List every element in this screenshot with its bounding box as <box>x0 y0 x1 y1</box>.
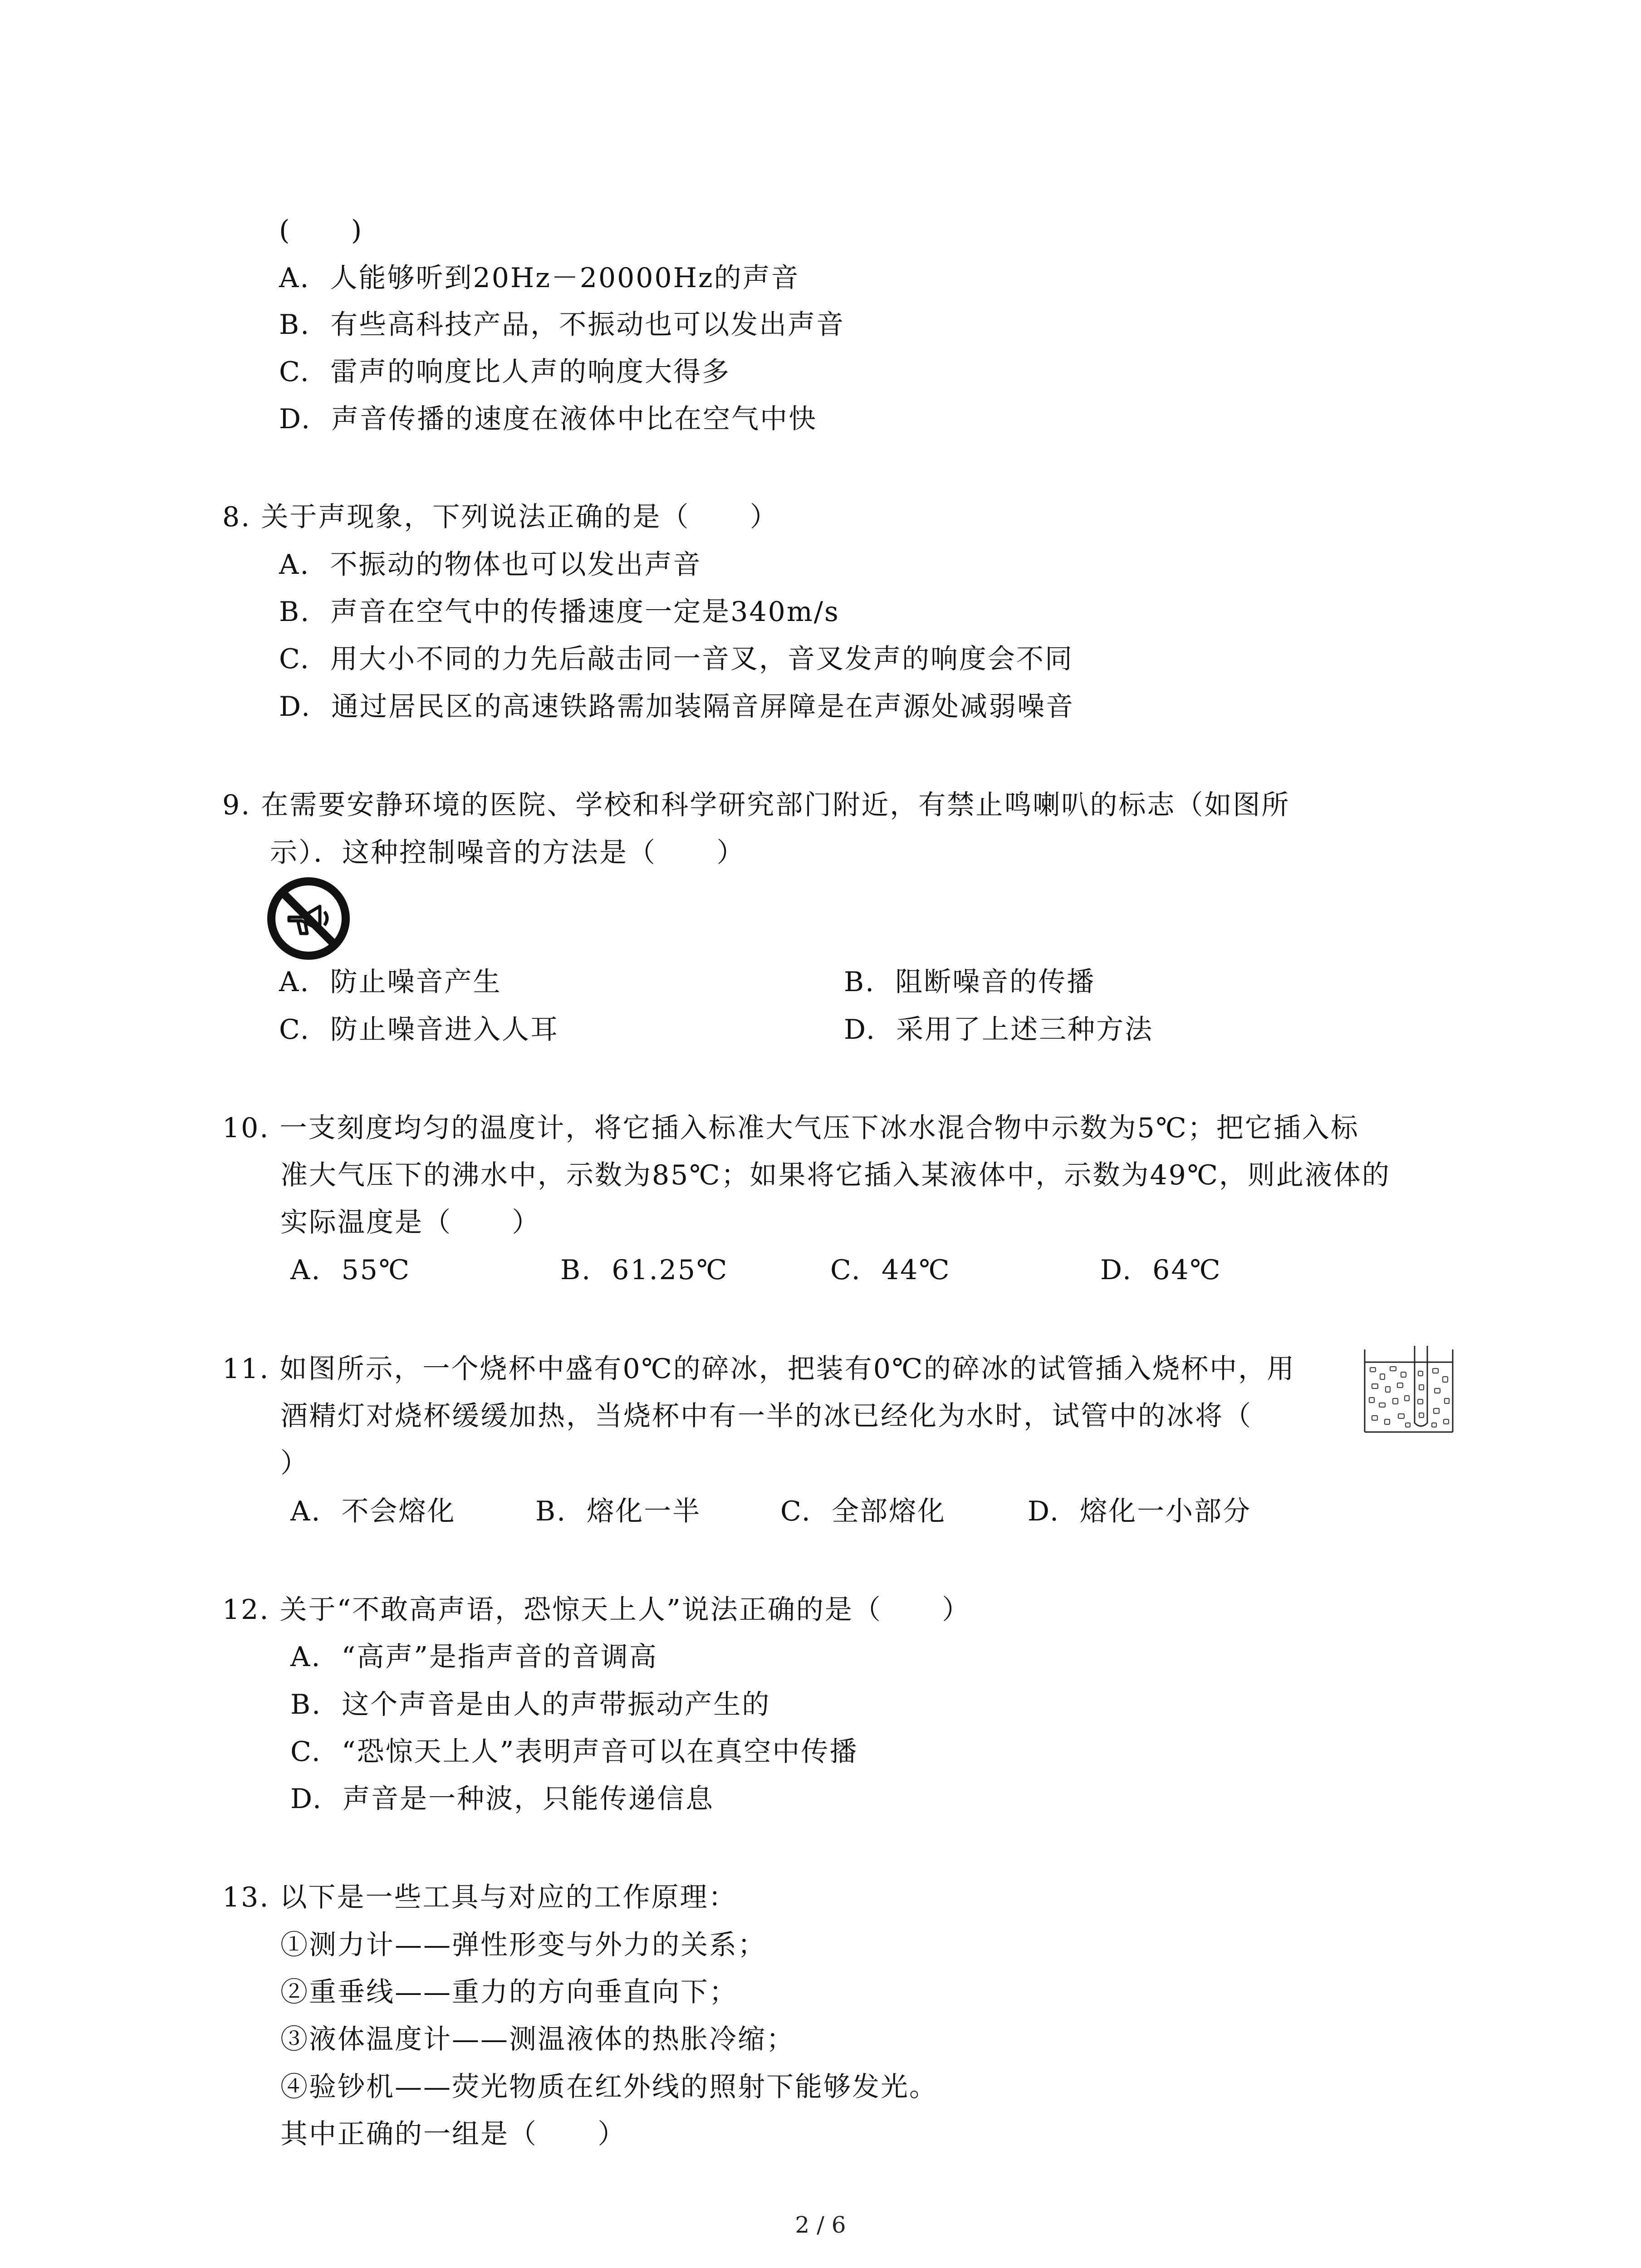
q11-option-d: D. 熔化一小部分 <box>1028 1496 1252 1527</box>
q9-option-b: B. 阻断噪音的传播 <box>844 966 1096 998</box>
q12-stem: 12. 关于“不敢高声语，恐惊天上人”说法正确的是（ ） <box>222 1594 971 1626</box>
q11-option-a: A. 不会熔化 <box>290 1496 456 1527</box>
q13-item-3: ③液体温度计——测温液体的热胀冷缩； <box>280 2024 795 2055</box>
q12-option-a: A. “高声”是指声音的音调高 <box>290 1641 658 1673</box>
q10-stem-line-3: 实际温度是（ ） <box>280 1207 541 1238</box>
q12-option-c: C. “恐惊天上人”表明声音可以在真空中传播 <box>290 1736 858 1768</box>
q7-option-d: D. 声音传播的速度在液体中比在空气中快 <box>279 403 818 435</box>
q9-option-d: D. 采用了上述三种方法 <box>844 1014 1154 1046</box>
q8-option-d: D. 通过居民区的高速铁路需加装隔音屏障是在声源处减弱噪音 <box>279 691 1075 723</box>
q11-option-c: C. 全部熔化 <box>780 1496 946 1527</box>
q7-option-c: C. 雷声的响度比人声的响度大得多 <box>279 356 730 388</box>
q10-stem-line-1: 10. 一支刻度均匀的温度计，将它插入标准大气压下冰水混合物中示数为5℃；把它插入标 <box>222 1112 1359 1144</box>
q8-option-b: B. 声音在空气中的传播速度一定是340m/s <box>279 596 840 628</box>
q9-option-a: A. 防止噪音产生 <box>279 966 502 998</box>
q9-option-c: C. 防止噪音进入人耳 <box>279 1014 559 1046</box>
q13-tail: 其中正确的一组是（ ） <box>280 2118 627 2150</box>
q12-option-d: D. 声音是一种波，只能传递信息 <box>290 1783 715 1815</box>
q8-option-c: C. 用大小不同的力先后敲击同一音叉，音叉发声的响度会不同 <box>279 643 1073 675</box>
q12-option-b: B. 这个声音是由人的声带振动产生的 <box>290 1689 771 1721</box>
q9-stem-line-2: 示）．这种控制噪音的方法是（ ） <box>270 837 745 869</box>
q10-stem-line-2: 准大气压下的沸水中，示数为85℃；如果将它插入某液体中，示数为49℃，则此液体的 <box>280 1159 1391 1191</box>
q11-stem-line-3: ） <box>280 1447 309 1479</box>
q13-item-1: ①测力计——弹性形变与外力的关系； <box>280 1929 766 1961</box>
q10-option-b: B. 61.25℃ <box>560 1254 729 1286</box>
q11-stem-line-1: 11. 如图所示，一个烧杯中盛有0℃的碎冰，把装有0℃的碎冰的试管插入烧杯中，用 <box>222 1353 1296 1385</box>
q13-item-2: ②重垂线——重力的方向垂直向下； <box>280 1976 738 2008</box>
beaker-test-tube-figure <box>1361 1345 1456 1436</box>
q7-option-a: A. 人能够听到20Hz－20000Hz的声音 <box>279 262 800 294</box>
no-horn-sign-icon <box>265 875 352 962</box>
q8-option-a: A. 不振动的物体也可以发出声音 <box>279 549 702 581</box>
q13-stem: 13. 以下是一些工具与对应的工作原理： <box>222 1882 737 1913</box>
q10-option-c: C. 44℃ <box>830 1254 951 1286</box>
page-number: 2 / 6 <box>795 2212 846 2238</box>
q8-stem: 8. 关于声现象，下列说法正确的是（ ） <box>222 501 779 533</box>
q7-option-b: B. 有些高科技产品，不振动也可以发出声音 <box>279 309 845 341</box>
q10-option-a: A. 55℃ <box>290 1254 411 1286</box>
q10-option-d: D. 64℃ <box>1100 1254 1222 1286</box>
q7-stem: ( ) <box>279 215 363 246</box>
q11-stem-line-2: 酒精灯对烧杯缓缓加热，当烧杯中有一半的冰已经化为水时，试管中的冰将（ <box>280 1400 1252 1432</box>
q13-item-4: ④验钞机——荧光物质在红外线的照射下能够发光。 <box>280 2071 938 2103</box>
q9-stem-line-1: 9. 在需要安静环境的医院、学校和科学研究部门附近，有禁止鸣喇叭的标志（如图所 <box>222 789 1290 821</box>
q11-option-b: B. 熔化一半 <box>535 1496 701 1527</box>
